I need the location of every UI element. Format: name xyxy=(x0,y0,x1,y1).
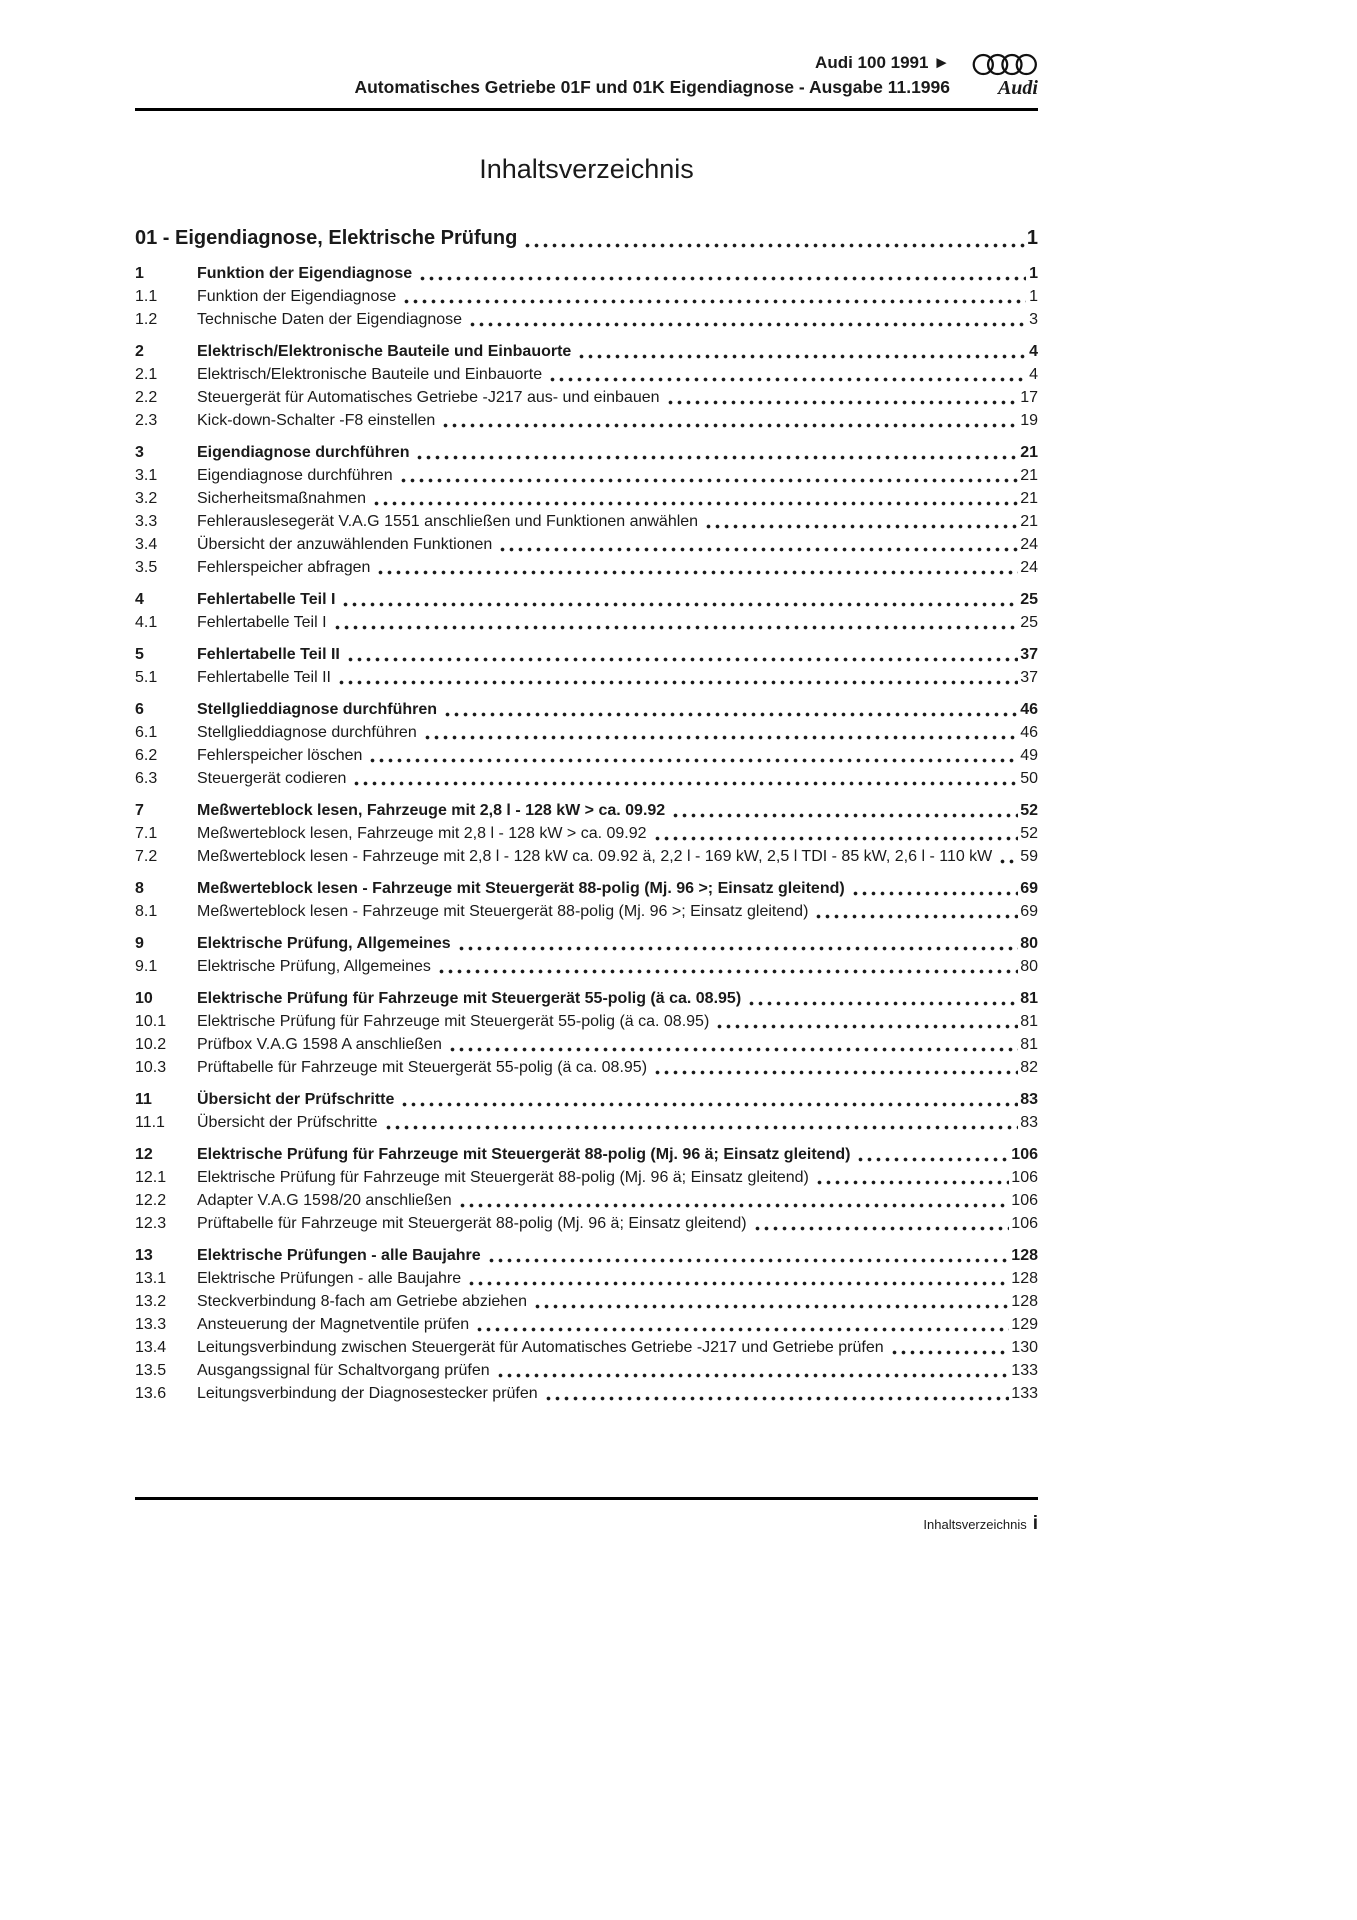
toc-entry-number: 7.2 xyxy=(135,848,158,865)
toc-entry-page: 106 xyxy=(1011,1146,1038,1163)
toc-entry-2.3 xyxy=(135,409,1038,432)
toc-entry-title: Übersicht der Prüfschritte xyxy=(197,1091,395,1108)
toc-entry-number: 10 xyxy=(135,990,153,1007)
toc-entry-page: 37 xyxy=(1020,669,1038,686)
toc-entry-number: 8.1 xyxy=(135,903,158,920)
toc-entry-12.2 xyxy=(135,1189,1038,1212)
toc-entry-page: 81 xyxy=(1020,1036,1038,1053)
toc-entry-page: 59 xyxy=(1020,848,1038,865)
toc-entry-2.2 xyxy=(135,386,1038,409)
toc-entry-12.3 xyxy=(135,1212,1038,1235)
dot-leader xyxy=(418,262,1026,285)
toc-entry-number: 10.3 xyxy=(135,1059,167,1076)
toc-entry-title: Steuergerät codieren xyxy=(197,770,347,787)
toc-entry-title: Steckverbindung 8-fach am Getriebe abziehen xyxy=(197,1293,527,1310)
toc-entry-title: Adapter V.A.G 1598/20 anschließen xyxy=(197,1192,452,1209)
dot-leader xyxy=(368,744,1018,767)
toc-entry-page: 80 xyxy=(1020,958,1038,975)
toc-entry-page: 46 xyxy=(1020,701,1038,718)
toc-entry-page: 24 xyxy=(1020,559,1038,576)
toc-entry-page: 128 xyxy=(1011,1247,1038,1264)
toc-entry-page: 24 xyxy=(1020,536,1038,553)
toc-entry-12 xyxy=(135,1143,1038,1166)
dot-leader xyxy=(341,588,1018,611)
toc-entry-number: 9 xyxy=(135,935,144,952)
dot-leader xyxy=(666,386,1019,409)
toc-entry-number: 2.3 xyxy=(135,412,158,429)
audi-wordmark: Audi xyxy=(997,77,1038,99)
toc-entry-number: 3.2 xyxy=(135,490,158,507)
dot-leader xyxy=(747,987,1018,1010)
toc-entry-page: 4 xyxy=(1029,343,1038,360)
toc-entry-3.5 xyxy=(135,556,1038,579)
toc-entry-7.2 xyxy=(135,845,1038,868)
toc-entry-title: Stellglieddiagnose durchführen xyxy=(197,724,417,741)
toc-entry-title: Fehlerspeicher abfragen xyxy=(197,559,371,576)
toc-entry-title: Prüftabelle für Fahrzeuge mit Steuergerät 55-polig (ä ca. 08.95) xyxy=(197,1059,648,1076)
dot-leader xyxy=(653,1056,1018,1079)
toc-entry-13.3 xyxy=(135,1313,1038,1336)
dot-leader xyxy=(753,1212,1010,1235)
toc-entry-6 xyxy=(135,698,1038,721)
dot-leader xyxy=(577,340,1026,363)
toc-entry-title: Übersicht der anzuwählenden Funktionen xyxy=(197,536,493,553)
toc-section-title: 01 - Eigendiagnose, Elektrische Prüfung xyxy=(135,227,518,249)
toc-entry-page: 52 xyxy=(1020,802,1038,819)
toc-entry-number: 10.1 xyxy=(135,1013,167,1030)
toc-entry-page: 3 xyxy=(1029,311,1038,328)
toc-entry-page: 21 xyxy=(1020,444,1038,461)
toc-entry-title: Fehlertabelle Teil I xyxy=(197,591,336,608)
toc-entry-page: 106 xyxy=(1011,1215,1038,1232)
footer-label: Inhaltsverzeichnis xyxy=(923,1517,1027,1532)
toc-entry-page: 133 xyxy=(1011,1362,1038,1379)
toc-entry-12.1 xyxy=(135,1166,1038,1189)
toc-entry-title: Meßwerteblock lesen - Fahrzeuge mit Steuergerät 88-polig (Mj. 96 >; Einsatz gleitend) xyxy=(197,903,809,920)
toc-entry-title: Fehlerauslesegerät V.A.G 1551 anschließen und Funktionen anwählen xyxy=(197,513,699,530)
dot-leader xyxy=(402,285,1026,308)
toc-entry-number: 8 xyxy=(135,880,144,897)
dot-leader xyxy=(346,643,1018,666)
toc-entry-number: 13.5 xyxy=(135,1362,167,1379)
content-column xyxy=(135,0,1038,1405)
toc-entry-3.1 xyxy=(135,464,1038,487)
toc-entry-page: 81 xyxy=(1020,990,1038,1007)
toc-entry-title: Stellglieddiagnose durchführen xyxy=(197,701,438,718)
toc-entry-title: Kick-down-Schalter -F8 einstellen xyxy=(197,412,436,429)
toc-entry-number: 3.1 xyxy=(135,467,158,484)
toc-entry-page: 82 xyxy=(1020,1059,1038,1076)
toc-entry-7.1 xyxy=(135,822,1038,845)
toc-entry-page: 69 xyxy=(1020,903,1038,920)
toc-entry-number: 6.2 xyxy=(135,747,158,764)
dot-leader xyxy=(441,409,1018,432)
toc-entry-13.6 xyxy=(135,1382,1038,1405)
toc-entry-page: 21 xyxy=(1020,490,1038,507)
toc-entry-page: 106 xyxy=(1011,1192,1038,1209)
toc-entry-page: 1 xyxy=(1029,265,1038,282)
dot-leader xyxy=(448,1033,1018,1056)
footer-divider xyxy=(135,1497,1038,1500)
toc-entry-page: 130 xyxy=(1011,1339,1038,1356)
footer-text xyxy=(135,1513,1038,1535)
toc-entry-page: 49 xyxy=(1020,747,1038,764)
dot-leader xyxy=(487,1244,1010,1267)
dot-leader xyxy=(468,308,1026,331)
dot-leader xyxy=(851,877,1019,900)
toc-entry-13.2 xyxy=(135,1290,1038,1313)
dot-leader xyxy=(496,1359,1010,1382)
toc-entry-title: Leitungsverbindung zwischen Steuergerät für Automatisches Getriebe -J217 und Getriebe prüfen xyxy=(197,1339,884,1356)
toc-entry-number: 5 xyxy=(135,646,144,663)
toc-entry-page: 50 xyxy=(1020,770,1038,787)
toc-entry-5.1 xyxy=(135,666,1038,689)
toc-entry-number: 6 xyxy=(135,701,144,718)
dot-leader xyxy=(544,1382,1010,1405)
toc-entry-title: Meßwerteblock lesen - Fahrzeuge mit Steuergerät 88-polig (Mj. 96 >; Einsatz gleitend) xyxy=(197,880,845,897)
toc-entry-page: 81 xyxy=(1020,1013,1038,1030)
toc-entry-number: 3.4 xyxy=(135,536,158,553)
toc-entry-page: 133 xyxy=(1011,1385,1038,1402)
dot-leader xyxy=(437,955,1018,978)
toc-entry-title: Elektrisch/Elektronische Bauteile und Einbauorte xyxy=(197,343,572,360)
dot-leader xyxy=(399,464,1019,487)
dot-leader xyxy=(467,1267,1009,1290)
toc-entry-number: 13.2 xyxy=(135,1293,167,1310)
toc-entry-3.3 xyxy=(135,510,1038,533)
dot-leader xyxy=(423,721,1018,744)
toc-entry-9 xyxy=(135,932,1038,955)
toc-entry-title: Fehlertabelle Teil II xyxy=(197,646,340,663)
dot-leader xyxy=(376,556,1018,579)
dot-leader xyxy=(653,822,1019,845)
toc-entry-number: 1 xyxy=(135,265,144,282)
toc-entry-13.4 xyxy=(135,1336,1038,1359)
toc-entry-10.1 xyxy=(135,1010,1038,1033)
toc-entry-title: Technische Daten der Eigendiagnose xyxy=(197,311,463,328)
toc-entry-number: 7.1 xyxy=(135,825,158,842)
toc-entry-number: 13 xyxy=(135,1247,153,1264)
toc-entry-title: Prüftabelle für Fahrzeuge mit Steuergerät 88-polig (Mj. 96 ä; Einsatz gleitend) xyxy=(197,1215,747,1232)
toc-entry-2 xyxy=(135,340,1038,363)
toc-entry-7 xyxy=(135,799,1038,822)
dot-leader xyxy=(815,1166,1009,1189)
toc-entry-number: 3.3 xyxy=(135,513,158,530)
toc-entry-13.1 xyxy=(135,1267,1038,1290)
dot-leader xyxy=(523,225,1025,252)
toc-entry-page: 52 xyxy=(1020,825,1038,842)
dot-leader xyxy=(457,932,1019,955)
toc-entry-title: Elektrische Prüfung, Allgemeines xyxy=(197,958,431,975)
dot-leader xyxy=(415,441,1018,464)
dot-leader xyxy=(998,845,1018,868)
toc-entry-page: 1 xyxy=(1029,288,1038,305)
dot-leader xyxy=(333,611,1019,634)
toc-entry-3 xyxy=(135,441,1038,464)
toc-entry-title: Eigendiagnose durchführen xyxy=(197,467,393,484)
dot-leader xyxy=(704,510,1018,533)
dot-leader xyxy=(384,1111,1019,1134)
brand-block xyxy=(968,52,1038,99)
toc-entry-number: 12.1 xyxy=(135,1169,167,1186)
toc-entry-number: 7 xyxy=(135,802,144,819)
toc-entry-number: 2.2 xyxy=(135,389,158,406)
toc-entry-1.1 xyxy=(135,285,1038,308)
dot-leader xyxy=(498,533,1018,556)
audi-rings-icon xyxy=(972,53,1038,76)
toc-entry-number: 3.5 xyxy=(135,559,158,576)
toc-entry-10.3 xyxy=(135,1056,1038,1079)
toc-entry-11 xyxy=(135,1088,1038,1111)
toc-entry-10 xyxy=(135,987,1038,1010)
toc-entry-number: 4.1 xyxy=(135,614,158,631)
toc-entry-page: 106 xyxy=(1011,1169,1038,1186)
toc-entry-title: Fehlerspeicher löschen xyxy=(197,747,363,764)
toc-entry-title: Elektrisch/Elektronische Bauteile und Einbauorte xyxy=(197,366,543,383)
footer-page-number: i xyxy=(1032,1513,1038,1534)
toc-entry-number: 11.1 xyxy=(135,1114,165,1131)
toc-entry-title: Meßwerteblock lesen, Fahrzeuge mit 2,8 l - 128 kW > ca. 09.92 xyxy=(197,825,647,842)
toc-entry-number: 5.1 xyxy=(135,669,158,686)
toc-entry-number: 9.1 xyxy=(135,958,158,975)
toc-entry-1 xyxy=(135,262,1038,285)
toc-entry-number: 13.4 xyxy=(135,1339,167,1356)
toc-entry-number: 13.1 xyxy=(135,1270,167,1287)
toc-entry-title: Elektrische Prüfung für Fahrzeuge mit Steuergerät 55-polig (ä ca. 08.95) xyxy=(197,1013,710,1030)
toc-entry-page: 80 xyxy=(1020,935,1038,952)
toc-entry-title: Elektrische Prüfung für Fahrzeuge mit Steuergerät 88-polig (Mj. 96 ä; Einsatz gleitend) xyxy=(197,1169,809,1186)
document-footer xyxy=(135,1497,1038,1535)
toc-entry-number: 2.1 xyxy=(135,366,158,383)
toc-entry-title: Elektrische Prüfungen - alle Baujahre xyxy=(197,1247,481,1264)
toc-entry-2.1 xyxy=(135,363,1038,386)
header-text-block xyxy=(135,52,968,98)
toc-entry-number: 13.6 xyxy=(135,1385,167,1402)
toc-entry-3.4 xyxy=(135,533,1038,556)
toc-entry-6.1 xyxy=(135,721,1038,744)
toc-entry-number: 2 xyxy=(135,343,144,360)
toc-entry-13.5 xyxy=(135,1359,1038,1382)
toc-entry-8 xyxy=(135,877,1038,900)
dot-leader xyxy=(372,487,1018,510)
dot-leader xyxy=(814,900,1018,923)
toc-entry-title: Fehlertabelle Teil I xyxy=(197,614,327,631)
toc-entry-page: 21 xyxy=(1020,513,1038,530)
toc-entry-number: 12.2 xyxy=(135,1192,167,1209)
toc-entry-title: Leitungsverbindung der Diagnosestecker prüfen xyxy=(197,1385,538,1402)
toc-entry-number: 6.1 xyxy=(135,724,158,741)
toc-entry-title: Meßwerteblock lesen - Fahrzeuge mit 2,8 l - 128 kW ca. 09.92 ä, 2,2 l - 169 kW, 2,5 l TDI - 85 kW, 2,6 l - 110 kW xyxy=(197,848,993,865)
toc-entry-title: Elektrische Prüfung für Fahrzeuge mit Steuergerät 88-polig (Mj. 96 ä; Einsatz gleitend) xyxy=(197,1146,851,1163)
toc-entry-page: 19 xyxy=(1020,412,1038,429)
dot-leader xyxy=(475,1313,1009,1336)
toc-entry-title: Elektrische Prüfung für Fahrzeuge mit Steuergerät 55-polig (ä ca. 08.95) xyxy=(197,990,742,1007)
toc-entry-5 xyxy=(135,643,1038,666)
document-header xyxy=(135,0,1038,111)
dot-leader xyxy=(443,698,1018,721)
toc-entry-number: 12 xyxy=(135,1146,153,1163)
header-divider xyxy=(135,108,1038,111)
toc-entry-10.2 xyxy=(135,1033,1038,1056)
header-model-line: Audi 100 1991 ► xyxy=(815,53,950,72)
toc-entry-page: 37 xyxy=(1020,646,1038,663)
toc-entry-title: Fehlertabelle Teil II xyxy=(197,669,331,686)
toc-entry-title: Steuergerät für Automatisches Getriebe -J217 aus- und einbauen xyxy=(197,389,660,406)
toc-entry-title: Sicherheitsmaßnahmen xyxy=(197,490,366,507)
toc-entry-page: 128 xyxy=(1011,1270,1038,1287)
toc-entry-page: 46 xyxy=(1020,724,1038,741)
toc-entry-title: Elektrische Prüfung, Allgemeines xyxy=(197,935,451,952)
toc-entry-title: Elektrische Prüfungen - alle Baujahre xyxy=(197,1270,462,1287)
toc-entry-number: 3 xyxy=(135,444,144,461)
dot-leader xyxy=(715,1010,1018,1033)
toc-entry-page: 83 xyxy=(1020,1091,1038,1108)
toc-section-heading xyxy=(135,225,1038,252)
toc-entry-number: 1.1 xyxy=(135,288,158,305)
toc-entry-title: Meßwerteblock lesen, Fahrzeuge mit 2,8 l - 128 kW > ca. 09.92 xyxy=(197,802,666,819)
toc-entry-number: 4 xyxy=(135,591,144,608)
toc-entry-title: Ausgangssignal für Schaltvorgang prüfen xyxy=(197,1362,490,1379)
dot-leader xyxy=(533,1290,1009,1313)
dot-leader xyxy=(856,1143,1009,1166)
dot-leader xyxy=(548,363,1026,386)
toc-entry-1.2 xyxy=(135,308,1038,331)
page-title: Inhaltsverzeichnis xyxy=(479,154,694,184)
toc-entry-13 xyxy=(135,1244,1038,1267)
toc-entries xyxy=(135,262,1038,1405)
toc-entry-number: 11 xyxy=(135,1091,152,1108)
toc-entry-page: 69 xyxy=(1020,880,1038,897)
toc-entry-4 xyxy=(135,588,1038,611)
toc-entry-number: 1.2 xyxy=(135,311,158,328)
toc-entry-number: 12.3 xyxy=(135,1215,167,1232)
toc-entry-page: 83 xyxy=(1020,1114,1038,1131)
dot-leader xyxy=(671,799,1018,822)
toc-entry-title: Funktion der Eigendiagnose xyxy=(197,288,397,305)
toc-entry-page: 17 xyxy=(1020,389,1038,406)
toc-entry-4.1 xyxy=(135,611,1038,634)
toc-entry-title: Eigendiagnose durchführen xyxy=(197,444,410,461)
dot-leader xyxy=(890,1336,1010,1359)
dot-leader xyxy=(400,1088,1018,1111)
toc-entry-9.1 xyxy=(135,955,1038,978)
toc-entry-page: 25 xyxy=(1020,591,1038,608)
dot-leader xyxy=(352,767,1018,790)
toc-entry-number: 10.2 xyxy=(135,1036,167,1053)
header-document-title: Automatisches Getriebe 01F und 01K Eigendiagnose - Ausgabe 11.1996 xyxy=(354,77,950,97)
toc-entry-3.2 xyxy=(135,487,1038,510)
toc-entry-title: Übersicht der Prüfschritte xyxy=(197,1114,378,1131)
toc-entry-6.3 xyxy=(135,767,1038,790)
toc-entry-title: Funktion der Eigendiagnose xyxy=(197,265,413,282)
toc-section-page: 1 xyxy=(1026,227,1038,249)
toc-entry-page: 4 xyxy=(1029,366,1038,383)
toc-entry-number: 13.3 xyxy=(135,1316,167,1333)
dot-leader xyxy=(337,666,1018,689)
toc-entry-8.1 xyxy=(135,900,1038,923)
toc-entry-page: 129 xyxy=(1011,1316,1038,1333)
toc-list xyxy=(135,225,1038,1405)
toc-entry-title: Prüfbox V.A.G 1598 A anschließen xyxy=(197,1036,442,1053)
toc-entry-page: 128 xyxy=(1011,1293,1038,1310)
toc-entry-6.2 xyxy=(135,744,1038,767)
dot-leader xyxy=(458,1189,1010,1212)
toc-entry-title: Ansteuerung der Magnetventile prüfen xyxy=(197,1316,470,1333)
toc-entry-page: 25 xyxy=(1020,614,1038,631)
toc-entry-page: 21 xyxy=(1020,467,1038,484)
toc-entry-11.1 xyxy=(135,1111,1038,1134)
toc-entry-number: 6.3 xyxy=(135,770,158,787)
